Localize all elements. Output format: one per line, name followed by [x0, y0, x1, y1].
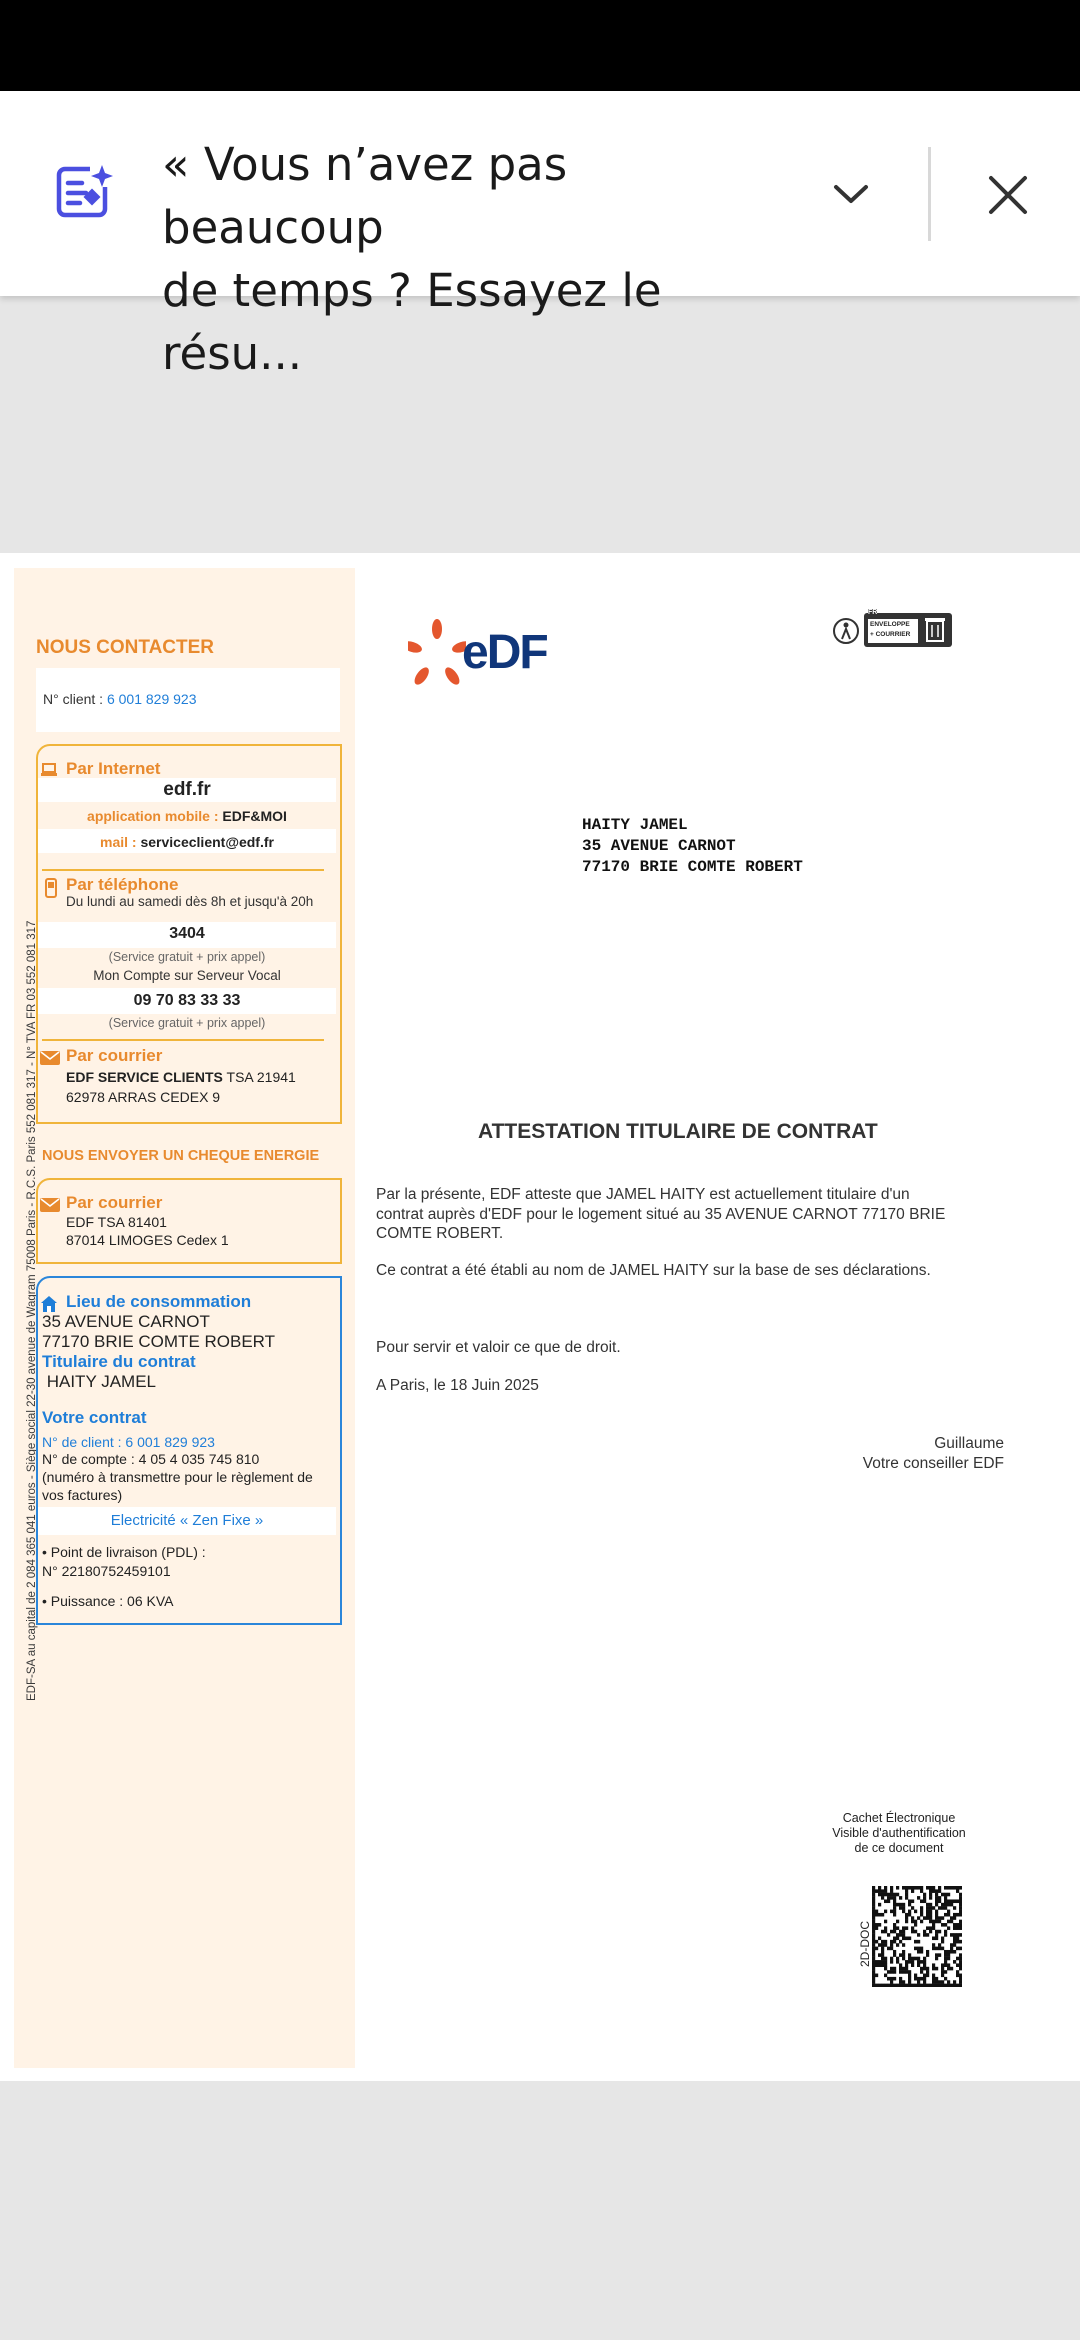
paragraph-line: COMTE ROBERT. — [376, 1225, 504, 1242]
client-number-value: 6 001 829 923 — [106, 691, 197, 707]
close-icon[interactable] — [986, 173, 1030, 217]
status-bar — [0, 0, 1080, 91]
consumption-address-2: 77170 BRIE COMTE ROBERT — [42, 1332, 276, 1351]
signature-block — [863, 1434, 1004, 1473]
signer-role: Votre conseiller EDF — [862, 1454, 1004, 1472]
phone-free-note: (Service gratuit + prix appel) — [108, 950, 266, 964]
seal-line: Cachet Électronique — [842, 1811, 956, 1825]
recipient-name: HAITY JAMEL — [582, 816, 688, 834]
phone-hours: Du lundi au samedi dès 8h et jusqu'à 20h — [66, 894, 314, 909]
edf-logo-text: eDF — [462, 626, 547, 679]
seal-line: Visible d'authentification — [832, 1826, 966, 1840]
website-link[interactable]: edf.fr — [163, 779, 211, 800]
document-page[interactable] — [0, 553, 1080, 2081]
mobile-app-line — [38, 808, 336, 824]
bin-icon — [925, 617, 945, 643]
cheque-post-title: Par courrier — [66, 1193, 163, 1212]
account-note-2: vos factures) — [42, 1487, 123, 1503]
internet-title: Par Internet — [66, 759, 161, 778]
consumption-title: Lieu de consommation — [66, 1292, 252, 1311]
edf-logo-icon — [408, 619, 466, 691]
triman-logo — [832, 609, 954, 649]
pdl-value: N° 22180752459101 — [42, 1563, 171, 1579]
paragraph-line: contrat auprès d'EDF pour le logement situé au 35 AVENUE CARNOT 77170 BRIE — [376, 1205, 946, 1223]
chevron-down-icon[interactable] — [826, 179, 876, 209]
envelope-icon — [40, 1198, 60, 1212]
divider — [42, 869, 324, 871]
seal-caption — [818, 1811, 980, 1856]
summary-suggestion-text[interactable] — [162, 133, 802, 385]
letter-paragraph-3: Pour servir et valoir ce que de droit. — [376, 1339, 621, 1356]
account-note-1: (numéro à transmettre pour le règlement de — [42, 1469, 313, 1485]
contract-title: Votre contrat — [42, 1408, 147, 1427]
holder-name: HAITY JAMEL — [42, 1372, 156, 1391]
cheque-address-line-1: EDF TSA 81401 — [66, 1214, 167, 1230]
account-number: N° de compte : 4 05 4 035 745 810 — [42, 1451, 260, 1467]
envelope-icon — [40, 1051, 60, 1065]
post-service-name: EDF SERVICE CLIENTS — [66, 1069, 223, 1085]
phone-long-number[interactable]: 09 70 83 33 33 — [133, 992, 241, 1009]
paragraph-line: Par la présente, EDF atteste que JAMEL HAITY est actuellement titulaire d'un — [376, 1186, 910, 1203]
post-tsa: TSA 21941 — [222, 1069, 296, 1085]
recipient-city: 77170 BRIE COMTE ROBERT — [582, 858, 803, 876]
datamatrix-code — [872, 1886, 962, 1987]
seal-line: de ce document — [854, 1841, 944, 1855]
phone-free-note: (Service gratuit + prix appel) — [108, 1016, 266, 1030]
holder-title: Titulaire du contrat — [42, 1352, 196, 1371]
mobile-app-name: EDF&MOI — [222, 808, 287, 824]
contract-offer: Electricité « Zen Fixe » — [110, 1512, 264, 1529]
mail-line — [38, 834, 336, 850]
phone-title: Par téléphone — [66, 875, 179, 894]
banner-line-1: « Vous n’avez pas beaucoup — [162, 138, 568, 254]
letter-paragraph-2: Ce contrat a été établi au nom de JAMEL HAITY sur la base de ses déclarations. — [376, 1262, 931, 1279]
recipient-street: 35 AVENUE CARNOT — [582, 837, 736, 855]
cheque-address-line-2: 87014 LIMOGES Cedex 1 — [66, 1232, 229, 1248]
mail-label: mail : — [100, 834, 141, 850]
letter-title: ATTESTATION TITULAIRE DE CONTRAT — [478, 1120, 878, 1143]
letter-paragraph-1 — [376, 1185, 945, 1244]
divider — [42, 1039, 324, 1041]
phone-short-number[interactable]: 3404 — [169, 925, 205, 942]
house-icon — [40, 1295, 58, 1312]
contact-title: NOUS CONTACTER — [36, 637, 215, 658]
post-address-line-2: 62978 ARRAS CEDEX 9 — [66, 1089, 221, 1105]
phone-icon — [45, 878, 57, 898]
post-address-line-1 — [66, 1069, 296, 1085]
edf-logo — [408, 619, 570, 691]
mail-address[interactable]: serviceclient@edf.fr — [140, 834, 274, 850]
cheque-title: NOUS ENVOYER UN CHEQUE ENERGIE — [42, 1148, 320, 1164]
laptop-icon — [41, 763, 57, 777]
legal-vertical-text: EDF-SA au capital de 2 084 365 041 euros - Siège social 22-30 avenue de Wagram 75008 Paris - R.C.S. Paris 552 081 317 - N° TVA FR 03 552 081 317 — [26, 920, 38, 1701]
contract-client-number: N° de client : 6 001 829 923 — [42, 1434, 215, 1450]
triman-fr: FR — [868, 609, 878, 616]
ai-summary-icon[interactable] — [56, 161, 116, 221]
post-title: Par courrier — [66, 1046, 163, 1065]
client-number-label: N° client : — [43, 691, 107, 707]
recipient-address — [582, 815, 803, 878]
mobile-app-label: application mobile : — [87, 808, 223, 824]
triman-label-2: + COURRIER — [870, 631, 911, 638]
signer-name: Guillaume — [934, 1435, 1004, 1452]
banner-line-2: de temps ? Essayez le résu... — [162, 264, 662, 380]
recycle-person-icon — [832, 617, 860, 645]
letter-date: A Paris, le 18 Juin 2025 — [376, 1377, 539, 1394]
triman-label-1: ENVELOPPE — [870, 621, 910, 628]
power-rating: • Puissance : 06 KVA — [42, 1593, 174, 1609]
consumption-address-1: 35 AVENUE CARNOT — [42, 1312, 210, 1331]
banner-divider — [928, 147, 931, 241]
ai-summary-banner[interactable] — [0, 91, 1080, 380]
seal-label: 2D-DOC — [858, 1920, 872, 1967]
client-number — [43, 691, 196, 707]
pdl-label: • Point de livraison (PDL) : — [42, 1544, 206, 1560]
vocal-server-label: Mon Compte sur Serveur Vocal — [93, 968, 281, 983]
